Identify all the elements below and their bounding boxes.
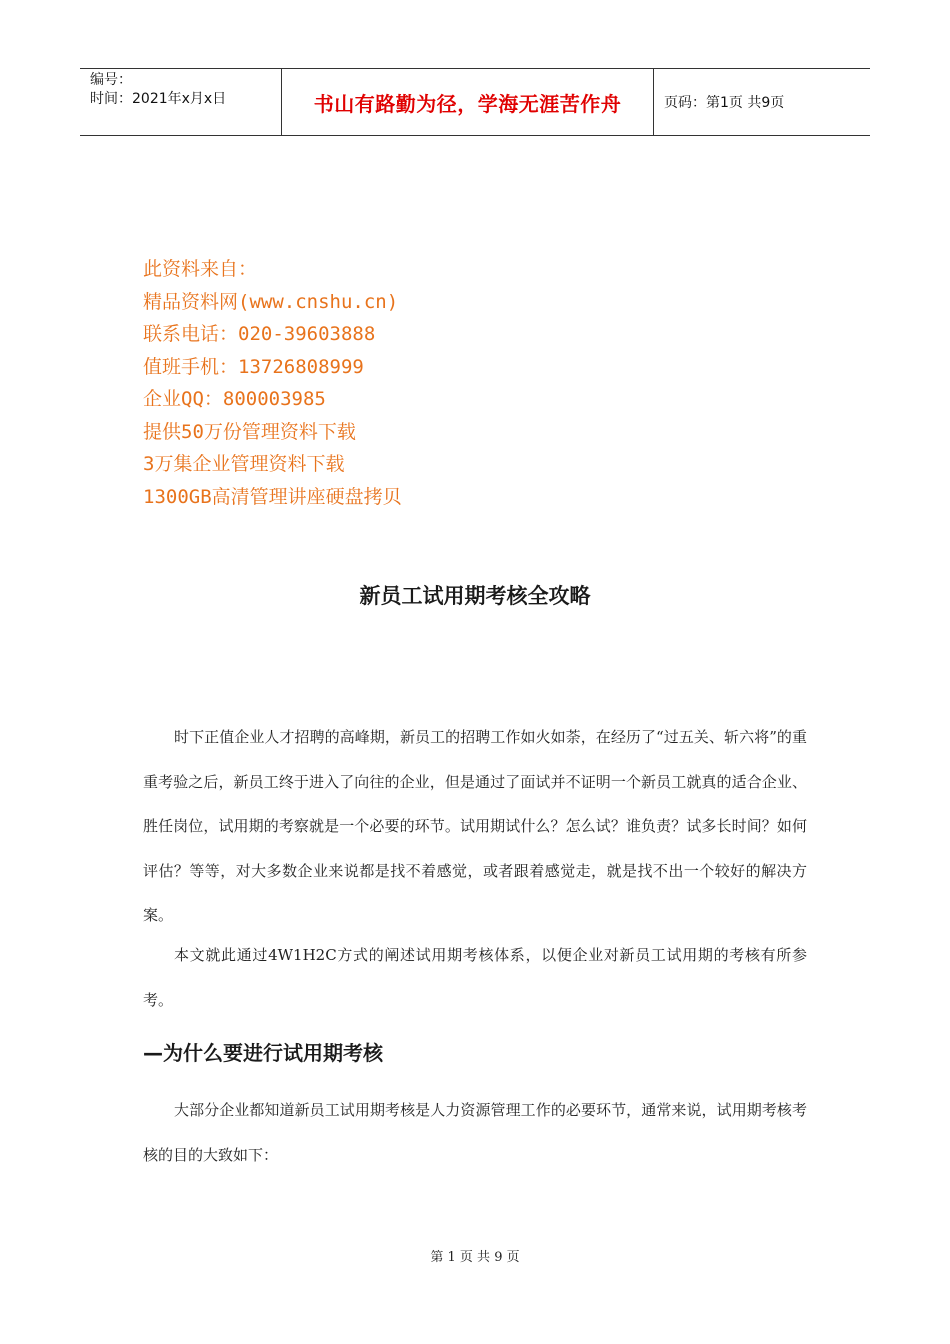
section-heading: —为什么要进行试用期考核 xyxy=(143,1041,383,1065)
promo-line-website[interactable]: 精品资料网(www.cnshu.cn) xyxy=(143,290,399,313)
promo-line: 此资料来自： xyxy=(143,258,258,280)
promo-line: 1300GB高清管理讲座硬盘拷贝 xyxy=(143,485,402,508)
header-meta-cell xyxy=(80,69,281,135)
body-paragraph: 本文就此通过4W1H2C方式的阐述试用期考核体系，以便企业对新员工试用期的考核有所参考。 xyxy=(143,946,807,1009)
page-footer: 第 1 页 共 9 页 xyxy=(430,1250,520,1265)
promo-line: 值班手机：13726808999 xyxy=(143,355,364,378)
promo-line: 企业QQ：800003985 xyxy=(143,388,326,410)
body-paragraph: 大部分企业都知道新员工试用期考核是人力资源管理工作的必要环节，通常来说，试用期考核考核的目的大致如下： xyxy=(143,1101,807,1164)
body-paragraph: 时下正值企业人才招聘的高峰期，新员工的招聘工作如火如荼，在经历了“过五关、斩六将”的重重考验之后，新员工终于进入了向往的企业，但是通过了面试并不证明一个新员工就真的适合企业、胜任岗位，试用期的考察就是一个必要的环节。试用期试什么？怎么试？谁负责？试多长时间？如何评估？等等，对大多数企业来说都是找不着感觉，或者跟着感觉走，就是找不出一个较好的解决方案。 xyxy=(143,728,807,924)
header-table xyxy=(80,68,870,136)
document-date-label: 时间：2021年x月x日 xyxy=(90,91,227,107)
promo-block xyxy=(143,253,402,513)
header-page-label: 页码：第1页 共9页 xyxy=(664,95,785,111)
promo-line: 联系电话：020-39603888 xyxy=(143,323,376,345)
header-motto: 书山有路勤为径，学海无涯苦作舟 xyxy=(281,69,654,135)
document-title: 新员工试用期考核全攻略 xyxy=(359,584,591,608)
document-number-label: 编号： xyxy=(90,72,132,88)
promo-line: 3万集企业管理资料下载 xyxy=(143,453,345,475)
promo-line: 提供50万份管理资料下载 xyxy=(143,420,356,443)
